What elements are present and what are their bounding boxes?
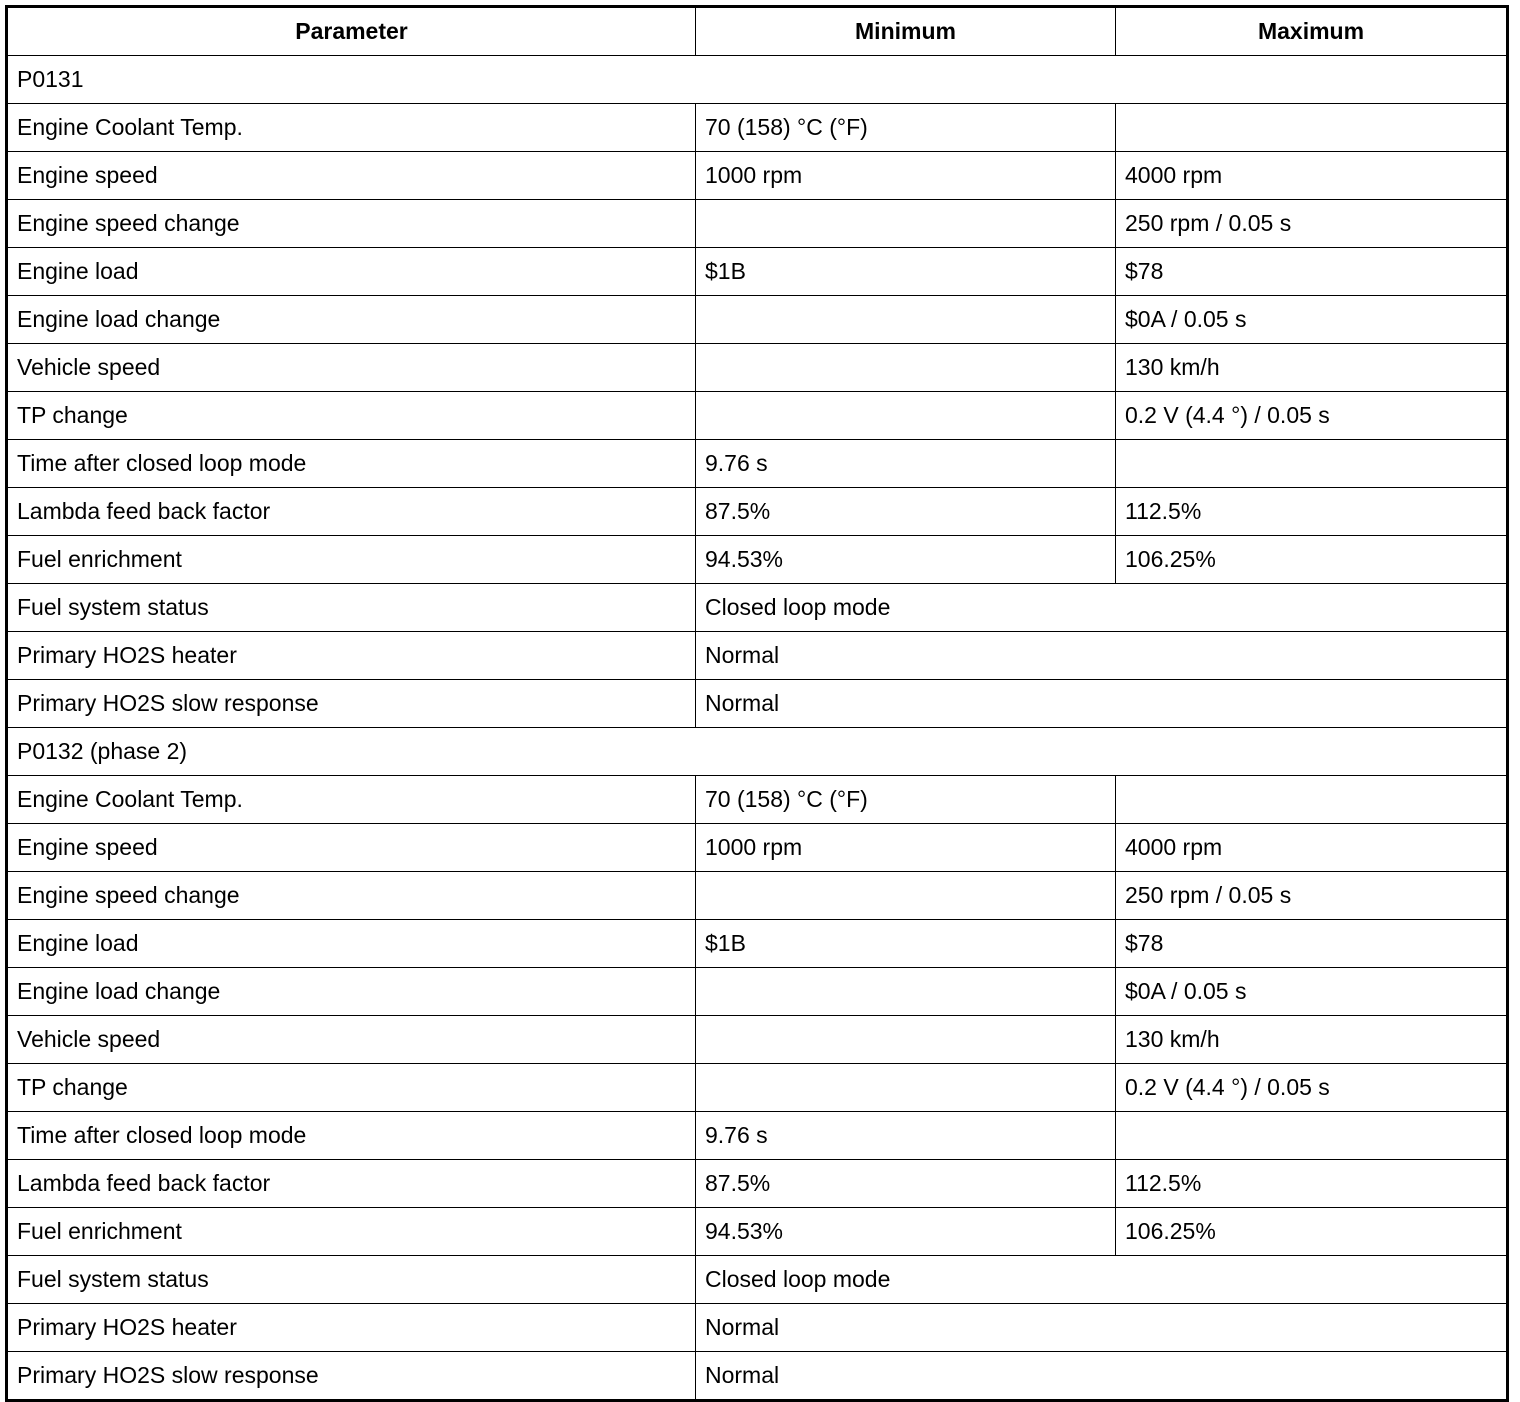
table-row [7, 968, 1508, 1016]
maximum-cell: $0A / 0.05 s [1116, 296, 1508, 344]
parameter-cell: Fuel system status [7, 1256, 696, 1304]
minimum-cell [696, 200, 1116, 248]
minimum-cell [696, 872, 1116, 920]
table-row [7, 1208, 1508, 1256]
parameter-cell: Engine load [7, 248, 696, 296]
parameter-cell: Lambda feed back factor [7, 488, 696, 536]
minimum-cell: 1000 rpm [696, 152, 1116, 200]
parameter-cell: Primary HO2S heater [7, 632, 696, 680]
section-row [7, 728, 1508, 776]
maximum-cell: 250 rpm / 0.05 s [1116, 872, 1508, 920]
table-row [7, 680, 1508, 728]
table-row [7, 488, 1508, 536]
table-row [7, 1304, 1508, 1352]
minimum-cell: 70 (158) °C (°F) [696, 104, 1116, 152]
parameter-cell: Time after closed loop mode [7, 1112, 696, 1160]
parameter-cell: Fuel system status [7, 584, 696, 632]
table-row [7, 296, 1508, 344]
table-row [7, 440, 1508, 488]
maximum-cell: 130 km/h [1116, 344, 1508, 392]
value-cell: Closed loop mode [696, 584, 1508, 632]
maximum-cell: $0A / 0.05 s [1116, 968, 1508, 1016]
value-cell: Normal [696, 632, 1508, 680]
maximum-cell: $78 [1116, 248, 1508, 296]
header-row [7, 7, 1508, 56]
parameter-cell: Engine load [7, 920, 696, 968]
parameter-cell: Lambda feed back factor [7, 1160, 696, 1208]
table-row [7, 248, 1508, 296]
header-maximum: Maximum [1116, 7, 1508, 56]
maximum-cell: 0.2 V (4.4 °) / 0.05 s [1116, 1064, 1508, 1112]
maximum-cell: 4000 rpm [1116, 152, 1508, 200]
minimum-cell [696, 1064, 1116, 1112]
maximum-cell: 112.5% [1116, 488, 1508, 536]
section-row [7, 56, 1508, 104]
minimum-cell: 94.53% [696, 1208, 1116, 1256]
maximum-cell: 4000 rpm [1116, 824, 1508, 872]
minimum-cell [696, 344, 1116, 392]
section-title: P0131 [7, 56, 1508, 104]
table-row [7, 1016, 1508, 1064]
section-title: P0132 (phase 2) [7, 728, 1508, 776]
parameter-cell: Engine speed [7, 824, 696, 872]
table-row [7, 392, 1508, 440]
maximum-cell: 250 rpm / 0.05 s [1116, 200, 1508, 248]
table-row [7, 872, 1508, 920]
parameter-cell: Fuel enrichment [7, 536, 696, 584]
minimum-cell [696, 392, 1116, 440]
minimum-cell: 87.5% [696, 488, 1116, 536]
table-row [7, 920, 1508, 968]
minimum-cell: 87.5% [696, 1160, 1116, 1208]
parameter-cell: Primary HO2S slow response [7, 680, 696, 728]
table-row [7, 1064, 1508, 1112]
table-row [7, 824, 1508, 872]
parameter-cell: Engine speed change [7, 200, 696, 248]
maximum-cell: $78 [1116, 920, 1508, 968]
maximum-cell [1116, 440, 1508, 488]
minimum-cell: 1000 rpm [696, 824, 1116, 872]
table-row [7, 1112, 1508, 1160]
parameter-table-container [5, 5, 1506, 1396]
parameter-table [5, 5, 1509, 1402]
parameter-cell: Engine load change [7, 296, 696, 344]
parameter-cell: Engine speed [7, 152, 696, 200]
table-row [7, 1256, 1508, 1304]
minimum-cell: 70 (158) °C (°F) [696, 776, 1116, 824]
table-row [7, 344, 1508, 392]
maximum-cell: 0.2 V (4.4 °) / 0.05 s [1116, 392, 1508, 440]
parameter-cell: Primary HO2S slow response [7, 1352, 696, 1401]
parameter-cell: Engine Coolant Temp. [7, 104, 696, 152]
header-minimum: Minimum [696, 7, 1116, 56]
minimum-cell: $1B [696, 248, 1116, 296]
table-row [7, 776, 1508, 824]
minimum-cell: 9.76 s [696, 1112, 1116, 1160]
value-cell: Normal [696, 1352, 1508, 1401]
parameter-cell: TP change [7, 1064, 696, 1112]
table-row [7, 632, 1508, 680]
table-row [7, 584, 1508, 632]
value-cell: Normal [696, 1304, 1508, 1352]
parameter-cell: Fuel enrichment [7, 1208, 696, 1256]
maximum-cell: 112.5% [1116, 1160, 1508, 1208]
minimum-cell [696, 296, 1116, 344]
minimum-cell [696, 968, 1116, 1016]
table-row [7, 104, 1508, 152]
maximum-cell: 106.25% [1116, 536, 1508, 584]
table-row [7, 152, 1508, 200]
parameter-cell: Engine load change [7, 968, 696, 1016]
minimum-cell [696, 1016, 1116, 1064]
value-cell: Closed loop mode [696, 1256, 1508, 1304]
header-parameter: Parameter [7, 7, 696, 56]
table-row [7, 536, 1508, 584]
table-row [7, 1352, 1508, 1401]
parameter-cell: Engine Coolant Temp. [7, 776, 696, 824]
table-row [7, 1160, 1508, 1208]
table-body [7, 56, 1508, 1401]
value-cell: Normal [696, 680, 1508, 728]
table-row [7, 200, 1508, 248]
maximum-cell: 106.25% [1116, 1208, 1508, 1256]
maximum-cell: 130 km/h [1116, 1016, 1508, 1064]
parameter-cell: Engine speed change [7, 872, 696, 920]
parameter-cell: TP change [7, 392, 696, 440]
maximum-cell [1116, 104, 1508, 152]
maximum-cell [1116, 1112, 1508, 1160]
parameter-cell: Vehicle speed [7, 1016, 696, 1064]
minimum-cell: 9.76 s [696, 440, 1116, 488]
minimum-cell: 94.53% [696, 536, 1116, 584]
minimum-cell: $1B [696, 920, 1116, 968]
parameter-cell: Primary HO2S heater [7, 1304, 696, 1352]
parameter-cell: Time after closed loop mode [7, 440, 696, 488]
parameter-cell: Vehicle speed [7, 344, 696, 392]
maximum-cell [1116, 776, 1508, 824]
